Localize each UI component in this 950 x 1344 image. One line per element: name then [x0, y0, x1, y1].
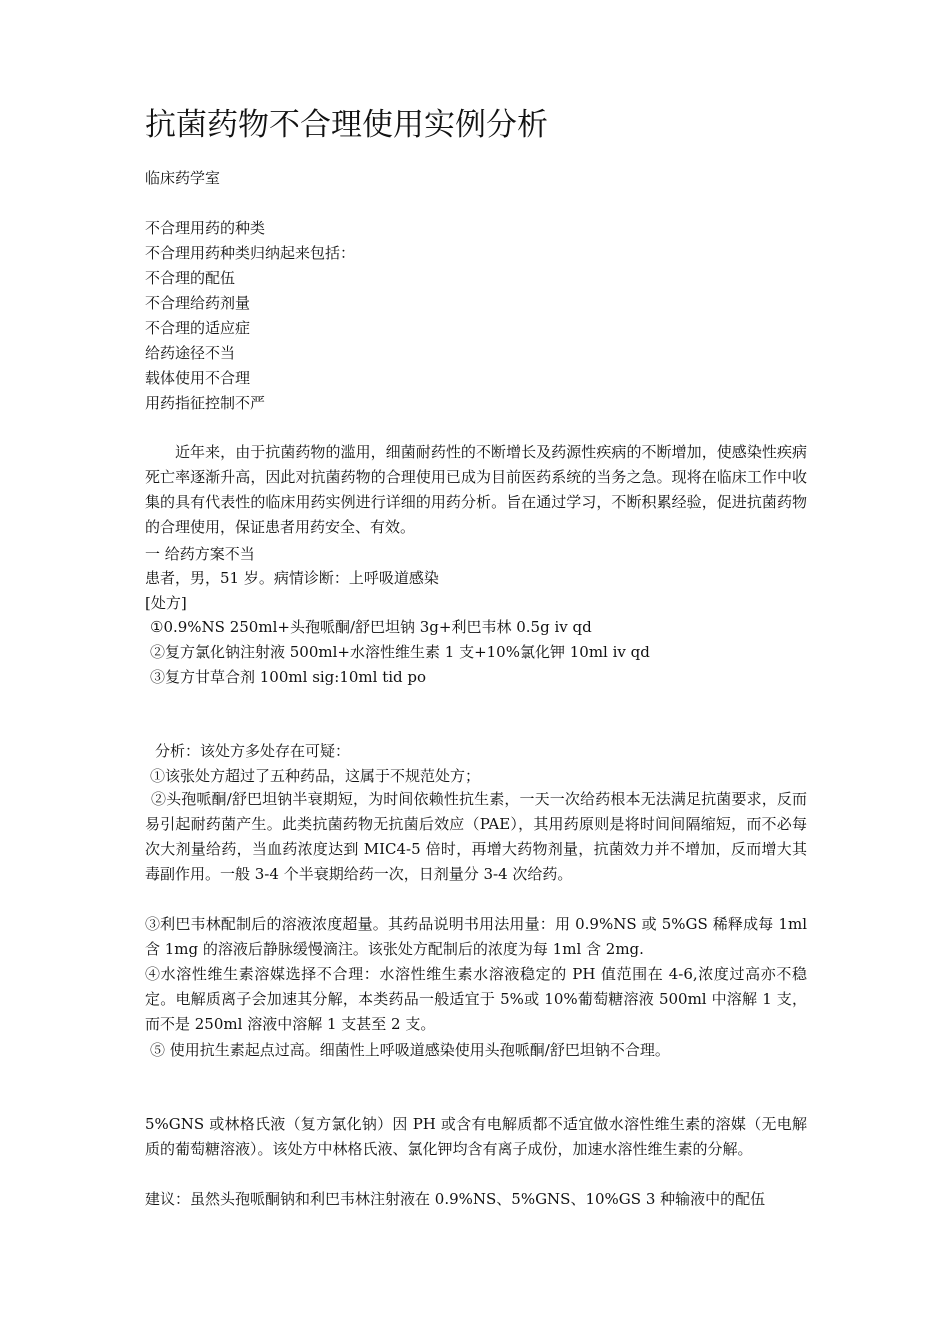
- case1-patient: 患者，男，51 岁。病情诊断：上呼吸道感染: [145, 569, 439, 587]
- intro-paragraph: 近年来，由于抗菌药物的滥用，细菌耐药性的不断增长及药源性疾病的不断增加，使感染性疾病死亡率逐渐升高，因此对抗菌药物的合理使用已成为目前医药系统的当务之急。现将在临床工作中收集的具有代表性的临床用药实例进行详细的用药分析。旨在通过学习，不断积累经验，促进抗菌药物的合理使用，保证患者用药安全、有效。: [145, 443, 807, 536]
- types-intro: 不合理用药种类归纳起来包括：: [145, 244, 356, 262]
- types-item: 给药途径不当: [145, 344, 236, 362]
- analysis-point: ②头孢哌酮/舒巴坦钠半衰期短，为时间依赖性抗生素，一天一次给药根本无法满足抗菌要求，反而易引起耐药菌产生。此类抗菌药物无抗菌后效应（PAE），其用药原则是将时间间隔缩短，而不必每次大剂量给药，当血药浓度达到 MIC4-5 倍时，再增大药物剂量，抗菌效力并不增加，反而增大其毒副作用。一般 3-4 个半衰期给药一次，日剂量分 3-4 次给药。: [145, 790, 807, 883]
- department-label: 临床药学室: [145, 169, 221, 187]
- document-title: 抗菌药物不合理使用实例分析: [145, 107, 548, 143]
- prescription-item: ③复方甘草合剂 100ml sig:10ml tid po: [150, 668, 427, 686]
- prescription-item: ①0.9%NS 250ml+头孢哌酮/舒巴坦钠 3g+利巴韦林 0.5g iv qd: [150, 618, 592, 636]
- case1-heading: 一 给药方案不当: [145, 545, 255, 563]
- suggestion: 建议：虽然头孢哌酮钠和利巴韦林注射液在 0.9%NS、5%GNS、10%GS 3 种输液中的配伍: [145, 1190, 766, 1208]
- prescription-label: [处方]: [145, 594, 187, 612]
- solvent-note: 5%GNS 或林格氏液（复方氯化钠）因 PH 或含有电解质都不适宜做水溶性维生素的溶媒（无电解质的葡萄糖溶液）。该处方中林格氏液、氯化钾均含有离子成份，加速水溶性维生素的分解。: [145, 1115, 807, 1158]
- prescription-item: ②复方氯化钠注射液 500ml+水溶性维生素 1 支+10%氯化钾 10ml iv qd: [150, 643, 650, 661]
- analysis-label: 分析：该处方多处存在可疑：: [155, 742, 351, 760]
- types-item: 不合理的配伍: [145, 269, 236, 287]
- types-item: 不合理的适应症: [145, 319, 251, 337]
- types-heading: 不合理用药的种类: [145, 219, 266, 237]
- types-item: 载体使用不合理: [145, 369, 251, 387]
- analysis-point: ①该张处方超过了五种药品，这属于不规范处方；: [150, 767, 481, 785]
- analysis-point: ④水溶性维生素溶媒选择不合理：水溶性维生素水溶液稳定的 PH 值范围在 4-6,浓度过高亦不稳定。电解质离子会加速其分解，本类药品一般适宜于 5%或 10%葡萄糖溶液 500ml 中溶解 1 支，而不是 250ml 溶液中溶解 1 支甚至 2 支。: [145, 965, 807, 1033]
- types-item: 不合理给药剂量: [145, 294, 251, 312]
- analysis-point: ⑤ 使用抗生素起点过高。细菌性上呼吸道感染使用头孢哌酮/舒巴坦钠不合理。: [150, 1041, 670, 1059]
- types-item: 用药指征控制不严: [145, 394, 266, 412]
- analysis-point: ③利巴韦林配制后的溶液浓度超量。其药品说明书用法用量：用 0.9%NS 或 5%GS 稀释成每 1ml 含 1mg 的溶液后静脉缓慢滴注。该张处方配制后的浓度为每 1ml 含 2mg.: [145, 915, 807, 958]
